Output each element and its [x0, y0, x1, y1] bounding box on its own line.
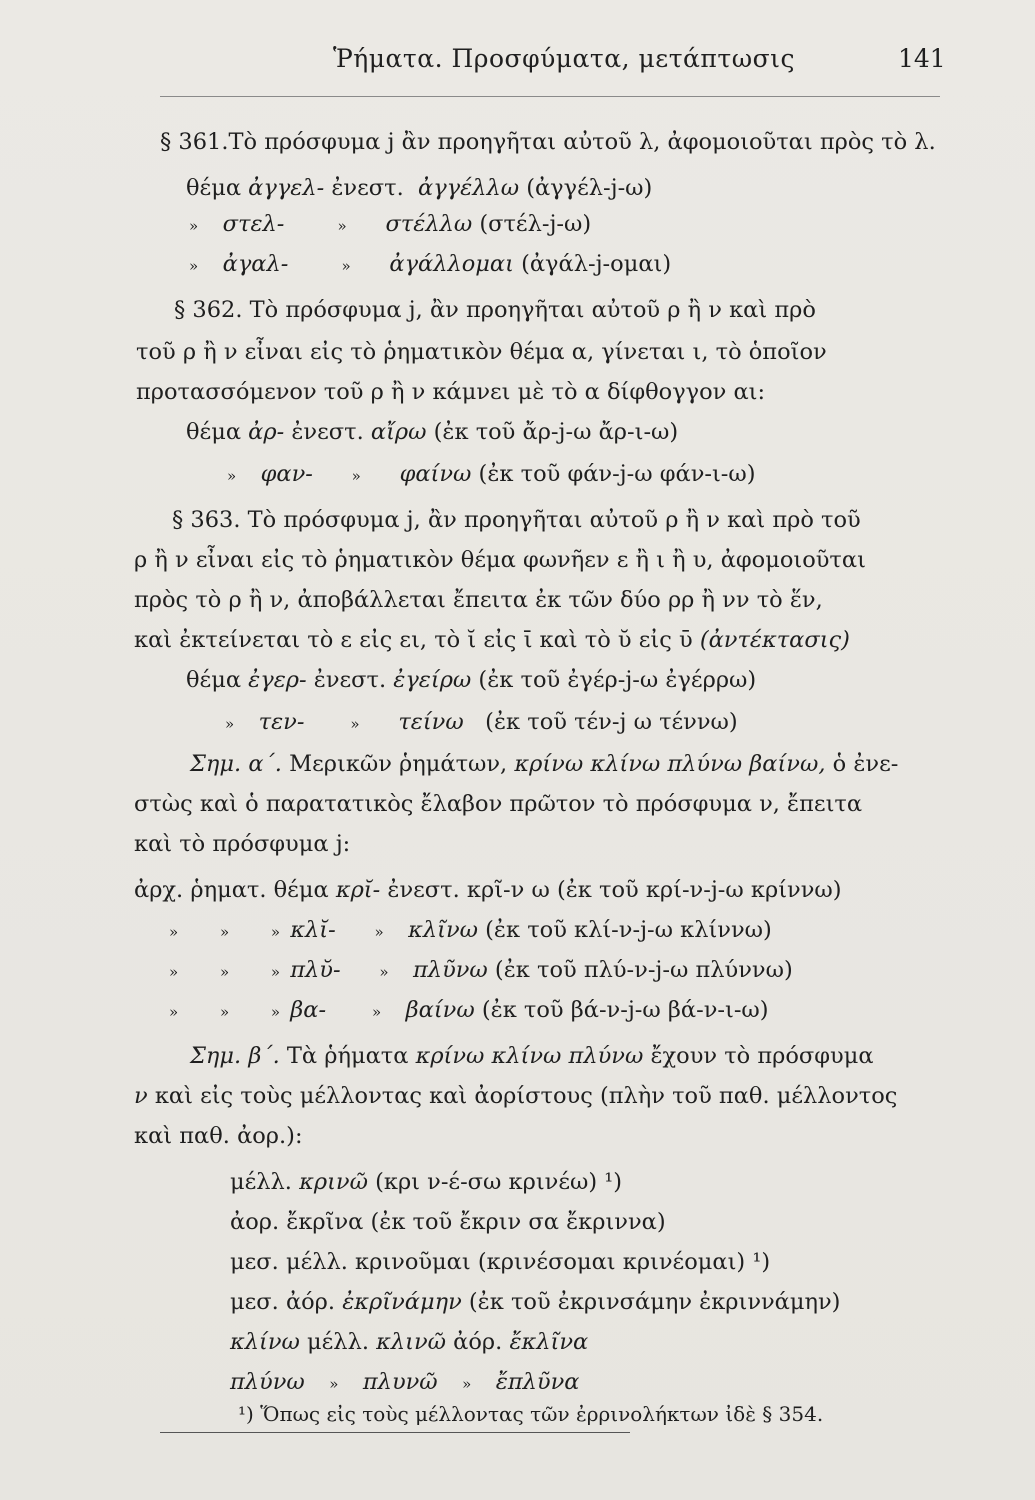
italic-text: πλῦνω	[413, 957, 488, 983]
text-line-l05	[174, 296, 816, 324]
text-line-l24	[134, 1082, 897, 1110]
text-segment: καὶ τὸ πρόσφυμα j:	[134, 831, 351, 857]
text-segment	[336, 917, 372, 943]
text-segment	[201, 251, 222, 277]
text-segment: καὶ εἰς τοὺς μέλλοντας καὶ ἀορίστους (πλὴν τοῦ παθ. μέλλοντος	[147, 1083, 898, 1109]
page-header	[0, 44, 1035, 84]
text-segment	[284, 211, 334, 237]
text-segment: καὶ ἐκτείνεται τὸ ε εἰς ει, τὸ ῐ εἰς ῑ καὶ τὸ ῠ εἰς ῡ	[134, 627, 700, 653]
ditto-mark: »	[270, 963, 281, 981]
text-segment	[363, 709, 399, 735]
text-segment: (ἐκ τοῦ ἐκρινσάμην ἐκριννάμην)	[461, 1289, 841, 1315]
text-line-l15	[222, 708, 738, 738]
text-line-l07	[136, 378, 765, 406]
text-segment: Μερικῶν ῥημάτων,	[281, 751, 515, 777]
ditto-mark: »	[189, 257, 199, 275]
text-segment: § 361.Τὸ πρόσφυμα j ἂν προηγῆται αὐτοῦ λ, ἀφομοιοῦται πρὸς τὸ λ.	[160, 129, 936, 155]
ditto-mark: »	[379, 963, 389, 981]
text-line-l01	[160, 128, 936, 156]
text-segment: θέμα	[186, 419, 249, 445]
text-segment	[288, 251, 338, 277]
italic-text: κρίνω κλίνω πλύνω	[415, 1043, 644, 1069]
text-segment: (ἐκ τοῦ πλύ-ν-j-ω πλύννω)	[487, 957, 793, 983]
italic-text: Σημ. β΄.	[190, 1043, 280, 1069]
ditto-mark: »	[169, 923, 179, 941]
text-segment: θέμα	[186, 667, 249, 693]
italic-text: φαν-	[260, 461, 313, 487]
text-line-l23	[190, 1042, 874, 1070]
text-segment: ὁ ἐνε-	[825, 751, 899, 777]
text-segment: ἐνεστ.	[306, 667, 394, 693]
ditto-mark: »	[341, 257, 351, 275]
text-line-l16	[190, 750, 898, 778]
ditto-mark: »	[169, 963, 179, 981]
ditto-mark: »	[225, 715, 235, 733]
ditto-mark: »	[270, 1003, 281, 1021]
text-segment: Τὰ ῥήματα	[279, 1043, 416, 1069]
text-line-l06	[136, 338, 827, 366]
text-segment	[181, 917, 217, 943]
text-segment: ἀρχ. ῥηματ. θέμα	[134, 877, 336, 903]
text-segment: μέλλ.	[230, 1169, 300, 1195]
italic-text: ἀγάλλομαι	[389, 251, 514, 277]
ditto-mark: »	[219, 923, 230, 941]
text-line-l19	[134, 876, 842, 904]
text-segment: (στέλ-j-ω)	[472, 211, 592, 237]
italic-text: ἐγείρω	[393, 667, 472, 693]
ditto-mark: »	[462, 1375, 472, 1393]
text-line-l12	[134, 586, 823, 614]
text-segment	[364, 461, 400, 487]
ditto-mark: »	[270, 923, 281, 941]
italic-text: κλῖνω	[408, 917, 478, 943]
text-segment	[392, 957, 413, 983]
ditto-mark: »	[227, 467, 237, 485]
italic-text: ν	[134, 1083, 148, 1109]
text-segment: προτασσόμενον τοῦ ρ ἢ ν κάμνει μὲ τὸ α δίφθογγον αι:	[136, 379, 766, 405]
page-number: 141	[898, 44, 946, 73]
text-line-l27	[230, 1208, 666, 1236]
text-line-l26	[230, 1168, 622, 1196]
text-segment: μέλλ.	[299, 1329, 377, 1355]
text-segment: ρ ἢ ν εἶναι εἰς τὸ ῥηματικὸν θέμα φωνῆεν ε ἢ ι ἢ υ, ἀφομοιοῦται	[134, 547, 866, 573]
text-segment: ἀόρ.	[446, 1329, 510, 1355]
italic-text: κρῐ-	[335, 877, 381, 903]
text-segment: ἐνεστ. κρῖ-ν ω (ἐκ τοῦ κρί-ν-j-ω κρίννω)	[380, 877, 842, 903]
italic-text: ἐκρῖνάμην	[342, 1289, 462, 1315]
italic-text: Σημ. α΄.	[190, 751, 282, 777]
italic-text: αἴρω	[370, 419, 427, 445]
text-segment	[474, 1369, 495, 1395]
text-line-l25	[134, 1122, 303, 1150]
italic-text: (ἀντέκτασις)	[699, 627, 850, 653]
italic-text: τεν-	[258, 709, 305, 735]
italic-text: τείνω	[398, 709, 464, 735]
ditto-mark: »	[371, 1003, 382, 1021]
text-segment: ἐνεστ.	[284, 419, 371, 445]
text-segment: μεσ. μέλλ. κρινοῦμαι (κρινέσομαι κρινέομαι) ¹)	[230, 1249, 771, 1275]
text-line-l20	[166, 916, 772, 946]
text-segment	[232, 997, 268, 1023]
italic-text: κλῐ-	[290, 917, 336, 943]
italic-text: κλίνω	[230, 1329, 300, 1355]
text-segment	[181, 997, 217, 1023]
text-segment: (ἐκ τοῦ κλί-ν-j-ω κλίννω)	[478, 917, 772, 943]
text-line-l03	[186, 210, 591, 240]
text-segment: (ἐκ τοῦ βά-ν-j-ω βά-ν-ι-ω)	[474, 997, 769, 1023]
text-segment: θέμα	[186, 175, 249, 201]
text-segment	[239, 461, 260, 487]
ditto-mark: »	[337, 217, 347, 235]
italic-text: κλινῶ	[376, 1329, 447, 1355]
italic-text: ἔπλῦνα	[495, 1369, 580, 1395]
text-line-l28	[230, 1248, 770, 1276]
text-segment: ἔχουν τὸ πρόσφυμα	[643, 1043, 874, 1069]
text-segment	[326, 997, 369, 1023]
text-segment	[313, 461, 349, 487]
text-segment: τοῦ ρ ἢ ν εἶναι εἰς τὸ ῥηματικὸν θέμα α, γίνεται ι, τὸ ὁποῖον	[136, 339, 827, 365]
italic-text: βαίνω	[405, 997, 475, 1023]
ditto-mark: »	[219, 1003, 230, 1021]
text-segment: § 363. Τὸ πρόσφυμα j, ἂν προηγῆται αὐτοῦ ρ ἢ ν καὶ πρὸ τοῦ	[172, 507, 861, 533]
text-line-l18	[134, 830, 350, 858]
text-line-l22	[166, 996, 769, 1026]
running-title: Ῥήματα. Προσφύματα, μετάπτωσις	[333, 44, 795, 73]
text-segment: (ἐκ τοῦ τέν-j ω τέννω)	[463, 709, 738, 735]
italic-text: ἔκλῖνα	[509, 1329, 589, 1355]
text-segment: πρὸς τὸ ρ ἢ ν, ἀποβάλλεται ἔπειτα ἐκ τῶν δύο ρρ ἢ νν τὸ ἕν,	[134, 587, 823, 613]
italic-text: στελ-	[222, 211, 285, 237]
text-segment: (ἐκ τοῦ ἐγέρ-j-ω ἐγέρρω)	[471, 667, 757, 693]
text-segment	[350, 211, 386, 237]
text-segment: (κρι ν-έ-σω κρινέω) ¹)	[367, 1169, 623, 1195]
text-line-l17	[134, 790, 862, 818]
italic-text: ἐγερ-	[248, 667, 307, 693]
text-segment: ἐνεστ.	[324, 175, 419, 201]
text-segment	[341, 1369, 362, 1395]
text-line-l10	[172, 506, 861, 534]
text-segment: καὶ παθ. ἀορ.):	[134, 1123, 303, 1149]
text-line-l11	[134, 546, 866, 574]
text-segment	[304, 709, 347, 735]
italic-text: κρινῶ	[299, 1169, 368, 1195]
text-segment	[438, 1369, 459, 1395]
text-segment	[201, 211, 222, 237]
italic-text: ἀγγέλλω	[418, 175, 520, 201]
footnote: ¹) Ὅπως εἰς τοὺς μέλλοντας τῶν ἐρρινολήκτων ἰδὲ § 354.	[238, 1402, 824, 1426]
text-line-l13	[134, 626, 850, 654]
italic-text: πλῠ-	[290, 957, 341, 983]
header-rule	[160, 96, 940, 97]
text-segment: (ἐκ τοῦ ἄρ-j-ω ἄρ-ι-ω)	[426, 419, 679, 445]
text-line-l31	[230, 1368, 579, 1398]
footnote-rule	[160, 1432, 630, 1433]
italic-text: ἀγαλ-	[222, 251, 289, 277]
text-segment	[387, 917, 408, 943]
ditto-mark: »	[329, 1375, 339, 1393]
ditto-mark: »	[219, 963, 230, 981]
italic-text: κρίνω κλίνω πλύνω βαίνω,	[514, 751, 826, 777]
text-line-l02	[186, 174, 652, 202]
text-segment	[354, 251, 390, 277]
text-segment	[305, 1369, 326, 1395]
ditto-mark: »	[169, 1003, 179, 1021]
ditto-mark: »	[189, 217, 199, 235]
italic-text: βα-	[290, 997, 327, 1023]
ditto-mark: »	[351, 467, 361, 485]
text-line-l14	[186, 666, 756, 694]
text-line-l04	[186, 250, 671, 280]
text-line-l08	[186, 418, 678, 446]
text-segment: (ἐκ τοῦ φάν-j-ω φάν-ι-ω)	[471, 461, 756, 487]
italic-text: πλυνῶ	[362, 1369, 438, 1395]
text-line-l21	[166, 956, 793, 986]
italic-text: στέλλω	[385, 211, 473, 237]
text-segment	[341, 957, 377, 983]
text-line-l29	[230, 1288, 840, 1316]
italic-text: πλύνω	[230, 1369, 305, 1395]
text-segment	[384, 997, 405, 1023]
text-segment	[232, 957, 268, 983]
text-segment	[232, 917, 268, 943]
text-segment	[237, 709, 258, 735]
italic-text: ἀρ-	[248, 419, 285, 445]
text-segment: (ἀγάλ-j-ομαι)	[513, 251, 672, 277]
text-segment	[181, 957, 217, 983]
text-segment: στὼς καὶ ὁ παρατατικὸς ἔλαβον πρῶτον τὸ πρόσφυμα ν, ἔπειτα	[134, 791, 863, 817]
text-segment: § 362. Τὸ πρόσφυμα j, ἂν προηγῆται αὐτοῦ ρ ἢ ν καὶ πρὸ	[174, 297, 816, 323]
italic-text: φαίνω	[399, 461, 472, 487]
ditto-mark: »	[350, 715, 360, 733]
text-segment: μεσ. ἀόρ.	[230, 1289, 343, 1315]
text-segment: ἀορ. ἔκρῖνα (ἐκ τοῦ ἔκριν σα ἔκριννα)	[230, 1209, 666, 1235]
text-segment: (ἀγγέλ-j-ω)	[519, 175, 653, 201]
text-line-l30	[230, 1328, 588, 1356]
text-line-l09	[224, 460, 756, 490]
ditto-mark: »	[374, 923, 384, 941]
italic-text: ἀγγελ-	[248, 175, 325, 201]
